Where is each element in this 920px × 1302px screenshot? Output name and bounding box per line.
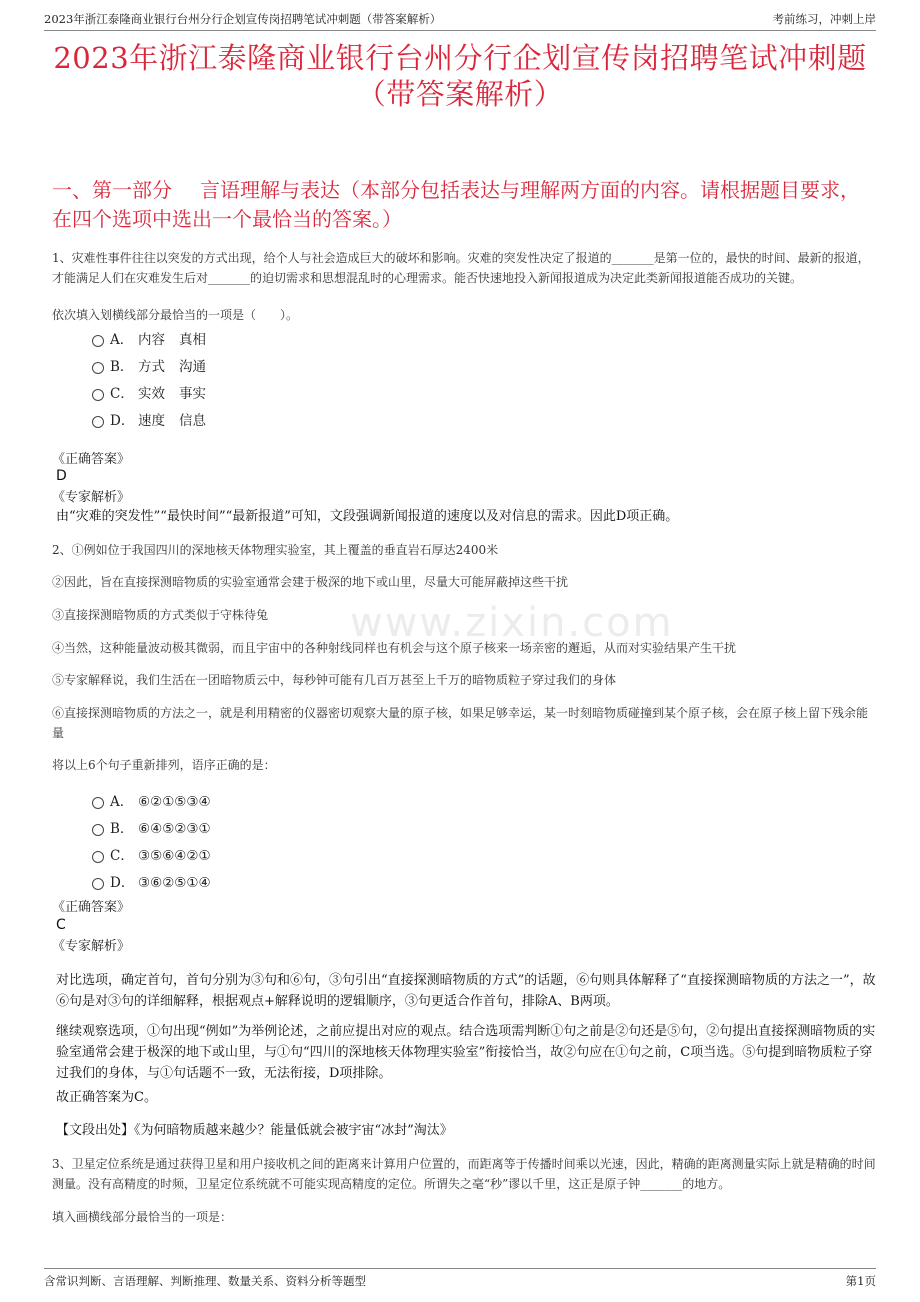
- q2-prompt: 将以上6个句子重新排列，语序正确的是：: [52, 758, 276, 772]
- q2-sentence-4: ④当然，这种能量波动极其微弱，而且宇宙中的各种射线同样也有机会与这个原子核来一场亲密的邂逅，从而对实验结果产生干扰: [52, 641, 737, 655]
- title-line-1: 2023年浙江泰隆商业银行台州分行企划宣传岗招聘笔试冲刺题: [53, 41, 867, 75]
- q1-answer: D: [56, 468, 67, 484]
- header-slogan: 考前练习，冲刺上岸: [772, 12, 876, 26]
- q2-sentence-1: 2、①例如位于我国四川的深地核天体物理实验室，其上覆盖的垂直岩石厚达2400米: [52, 543, 499, 557]
- q2-analysis-para-1: 对比选项，确定首句，首句分别为③句和⑥句，③句引出“直接探测暗物质的方式”的话题，⑥句则具体解释了“直接探测暗物质的方法之一”，故⑥句是对③句的详细解释，根据观点+解释说明的逻辑顺序，③句更适合作首句，排除A、B两项。: [56, 973, 876, 1009]
- section-text: 言语理解与表达（本部分包括表达与理解两方面的内容。请根据题目要求，在四个选项中选出一个最恰当的答案。）: [52, 178, 860, 231]
- q1-option-b[interactable]: B． 方式 沟通: [92, 355, 220, 377]
- section-heading: [52, 176, 876, 234]
- q1-analysis: 由“灾难的突发性”“最快时间”“最新报道”可知，文段强调新闻报道的速度以及对信息的需求。因此D项正确。: [56, 509, 679, 524]
- radio-icon[interactable]: [92, 416, 104, 428]
- page-number: 第1页: [845, 1274, 876, 1288]
- q1-option-c[interactable]: C． 实效 事实: [92, 382, 220, 404]
- q2-answer-label: 《正确答案》: [52, 900, 131, 915]
- header-title: 2023年浙江泰隆商业银行台州分行企划宣传岗招聘笔试冲刺题（带答案解析）: [44, 12, 442, 26]
- radio-icon[interactable]: [92, 362, 104, 374]
- q2-analysis-label: 《专家解析》: [52, 939, 131, 954]
- q2-answer: C: [56, 917, 66, 933]
- q2-option-b[interactable]: B． ⑥④⑤②③①: [92, 817, 211, 839]
- page-footer: [44, 1268, 876, 1291]
- q2-sentence-5: ⑤专家解释说，我们生活在一团暗物质云中，每秒钟可能有几百万甚至上千万的暗物质粒子穿过我们的身体: [52, 673, 617, 687]
- q1-prompt: 依次填入划横线部分最恰当的一项是（ ）。: [52, 308, 299, 322]
- radio-icon[interactable]: [92, 797, 104, 809]
- q2-source: 【文段出处】《为何暗物质越来越少？能量低就会被宇宙“冰封”淘汰》: [56, 1123, 453, 1138]
- q3-prompt: 填入画横线部分最恰当的一项是：: [52, 1210, 233, 1224]
- q1-analysis-label: 《专家解析》: [52, 490, 131, 505]
- q2-analysis-conclusion: 故正确答案为C。: [56, 1090, 157, 1105]
- q2-sentence-2: ②因此，旨在直接探测暗物质的实验室通常会建于极深的地下或山里，尽量大可能屏蔽掉这些干扰: [52, 575, 569, 589]
- q1-stem: 1、灾难性事件往往以突发的方式出现，给个人与社会造成巨大的破坏和影响。灾难的突发性决定了报道的_______是第一位的，最快的时间、最新的报道，才能满足人们在灾难发生后对_______的迫切需求和思想混乱时的心理需求。能否快速地投入新闻报道成为决定此类新闻报道能否成功的关键。: [52, 251, 870, 285]
- q2-option-c[interactable]: C． ③⑤⑥④②①: [92, 844, 211, 866]
- radio-icon[interactable]: [92, 878, 104, 890]
- q1-option-d[interactable]: D． 速度 信息: [92, 409, 220, 431]
- document-title: [30, 40, 890, 112]
- radio-icon[interactable]: [92, 389, 104, 401]
- q2-sentence-3: ③直接探测暗物质的方式类似于守株待兔: [52, 608, 269, 622]
- section-part: 一、第一部分: [52, 178, 172, 202]
- q3-stem: 3、卫星定位系统是通过获得卫星和用户接收机之间的距离来计算用户位置的，而距离等于传播时间乘以光速，因此，精确的距离测量实际上就是精确的时间测量。没有高精度的时频，卫星定位系统就不可能实现高精度的定位。所谓失之毫“秒”谬以千里，这正是原子钟_______的地方。: [52, 1157, 876, 1191]
- q2-sentence-6: ⑥直接探测暗物质的方法之一，就是利用精密的仪器密切观察大量的原子核，如果足够幸运，某一时刻暗物质碰撞到某个原子核，会在原子核上留下残余能量: [52, 706, 869, 740]
- watermark: www.zixin.com: [350, 600, 674, 646]
- q1-option-a[interactable]: A． 内容 真相: [92, 328, 220, 350]
- radio-icon[interactable]: [92, 335, 104, 347]
- radio-icon[interactable]: [92, 851, 104, 863]
- q1-answer-label: 《正确答案》: [52, 452, 131, 467]
- radio-icon[interactable]: [92, 824, 104, 836]
- title-line-2: （带答案解析）: [356, 77, 564, 111]
- q2-option-a[interactable]: A． ⑥②①⑤③④: [92, 790, 211, 812]
- footer-note: 含常识判断、言语理解、判断推理、数量关系、资料分析等题型: [44, 1274, 366, 1288]
- q2-option-d[interactable]: D． ③⑥②⑤①④: [92, 871, 211, 893]
- q2-analysis-para-2: 继续观察选项，①句出现“例如”为举例论述，之前应提出对应的观点。结合选项需判断①句之前是②句还是⑤句，②句提出直接探测暗物质的实验室通常会建于极深的地下或山里，与①句“四川的深地核天体物理实验室”衔接恰当，故②句应在①句之前，C项当选。⑤句提到暗物质粒子穿过我们的身体，与①句话题不一致，无法衔接，D项排除。: [56, 1024, 876, 1081]
- page-header: [44, 8, 876, 31]
